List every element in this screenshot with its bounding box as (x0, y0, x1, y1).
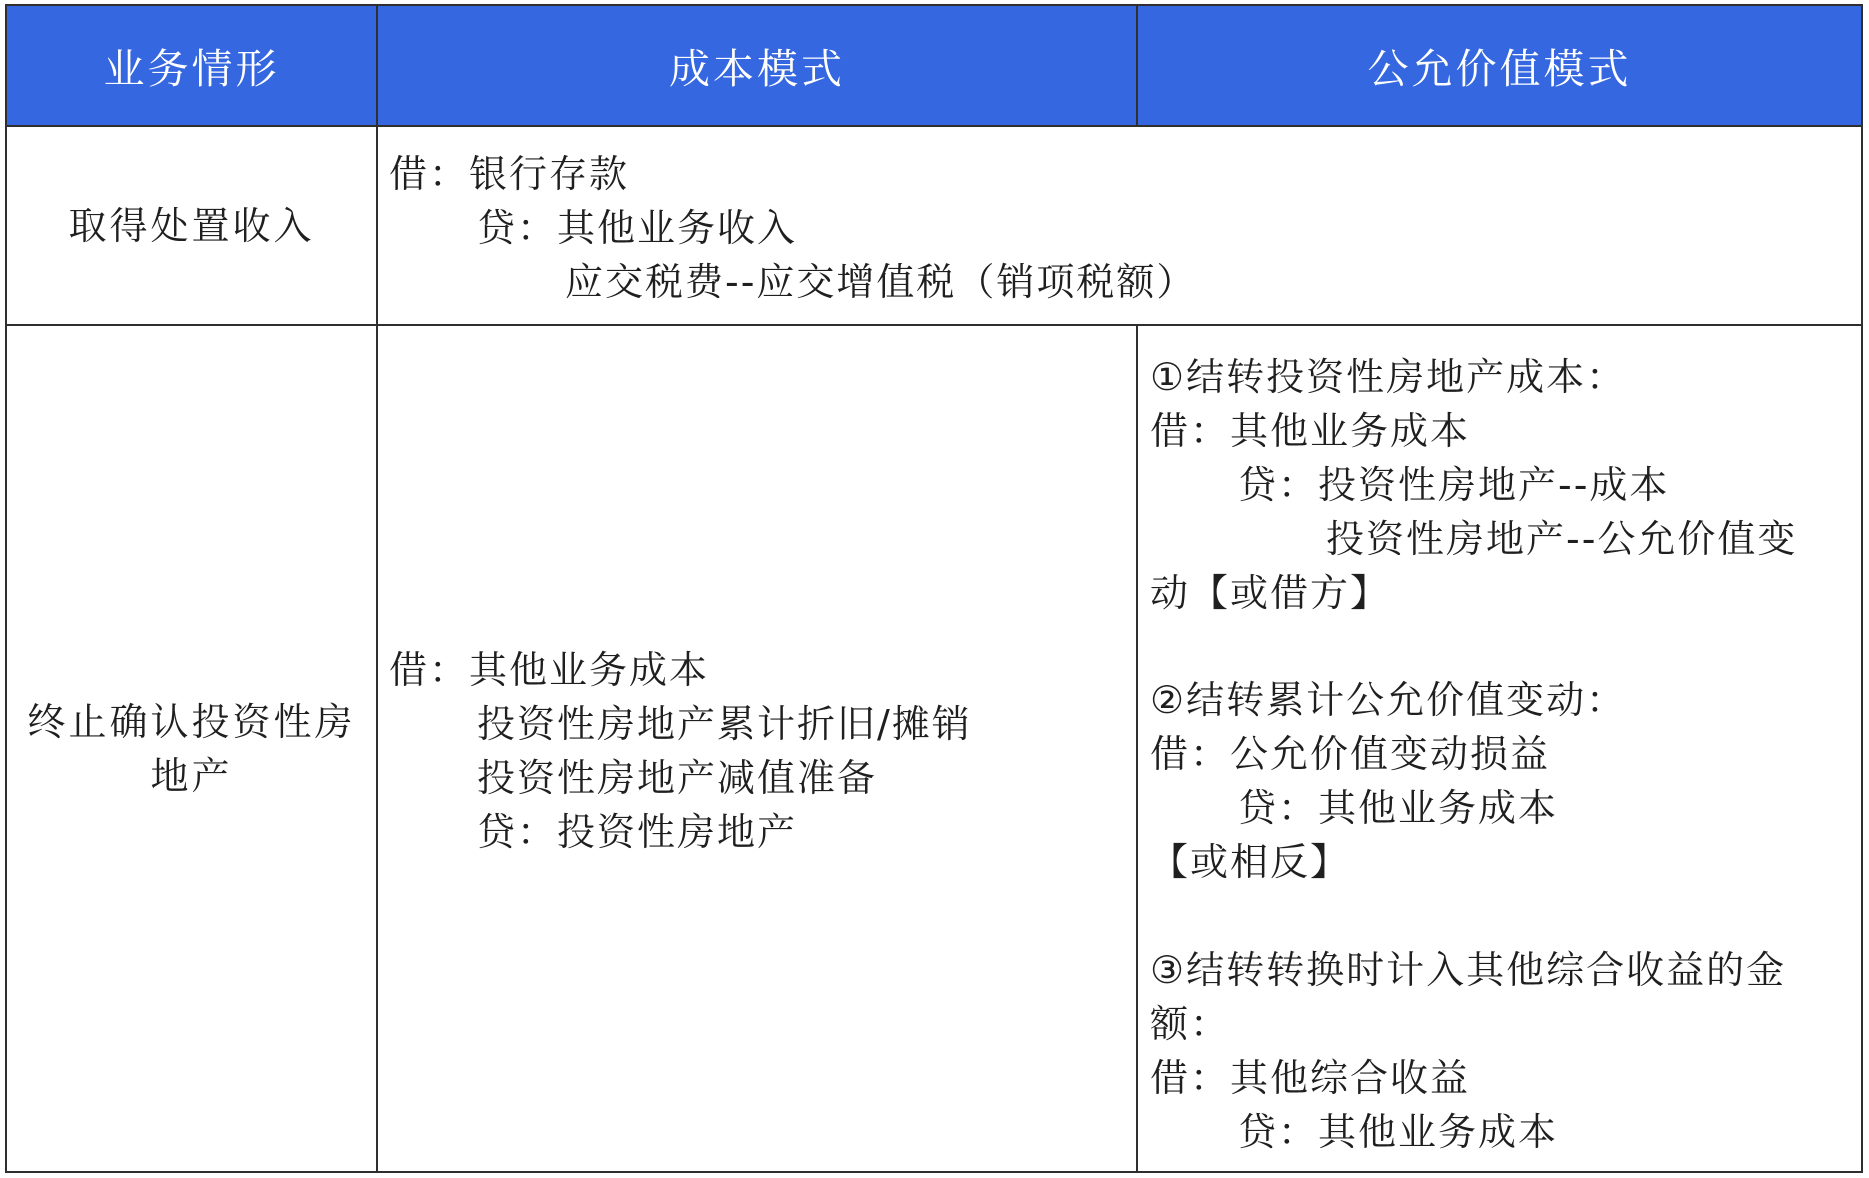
fair-step1-line2: 贷：投资性房地产--成本 (1238, 463, 1670, 507)
fair-step2-line2: 贷：其他业务成本 (1238, 786, 1559, 830)
fair-step3-line1: 借：其他综合收益 (1150, 1056, 1471, 1100)
fair-step3-title: ③结转转换时计入其他综合收益的金 (1150, 948, 1787, 992)
row2-fair-value-entry (1138, 326, 1861, 1171)
fair-step2-line3: 【或相反】 (1150, 840, 1351, 884)
row1-entry-line1: 借：银行存款 (389, 152, 630, 196)
header-business-situation: 业务情形 (103, 45, 280, 93)
cost-entry-line1: 借：其他业务成本 (389, 648, 710, 692)
fair-step1-title: ①结转投资性房地产成本： (1150, 355, 1627, 399)
table-header (7, 6, 1861, 127)
row1-situation-text: 取得处置收入 (68, 203, 315, 248)
column-divider-2-header (1136, 6, 1138, 127)
accounting-table (5, 4, 1863, 1173)
fair-step1-line3: 投资性房地产--公允价值变 (1326, 517, 1798, 561)
fair-step2-line1: 借：公允价值变动损益 (1150, 732, 1551, 776)
row2-situation-line2: 地产 (150, 753, 233, 798)
fair-step3-line2: 贷：其他业务成本 (1238, 1110, 1559, 1154)
row2-situation-line1: 终止确认投资性房 (27, 699, 356, 744)
row1-entry-line2: 贷：其他业务收入 (477, 206, 798, 250)
header-fair-value-model: 公允价值模式 (1367, 45, 1632, 93)
cost-entry-line2: 投资性房地产累计折旧/摊销 (477, 702, 972, 746)
fair-step3-title-cont: 额： (1150, 1002, 1231, 1046)
row1-entry-line3: 应交税费--应交增值税（销项税额） (565, 260, 1197, 304)
row2-cost-model-entry (378, 326, 1136, 1171)
header-cost-model: 成本模式 (669, 45, 845, 93)
row2-situation (7, 326, 376, 1171)
cost-entry-line4: 贷：投资性房地产 (477, 810, 798, 854)
cost-entry-line3: 投资性房地产减值准备 (477, 756, 878, 800)
fair-step2-title: ②结转累计公允价值变动： (1150, 678, 1627, 722)
fair-step1-line1: 借：其他业务成本 (1150, 409, 1471, 453)
row1-journal-entry (378, 127, 1861, 324)
fair-step1-line4: 动【或借方】 (1150, 571, 1391, 615)
row1-situation (7, 127, 376, 324)
